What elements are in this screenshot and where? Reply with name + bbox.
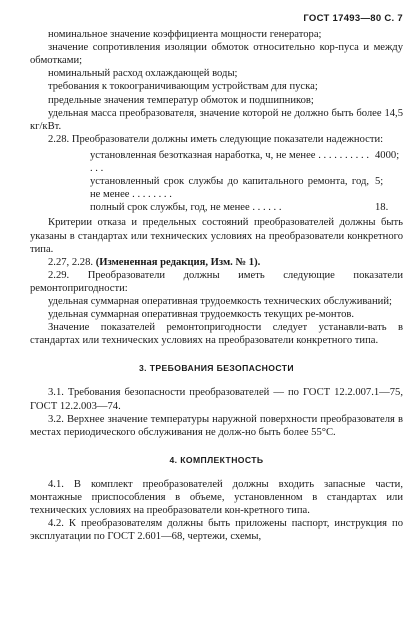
clause-4-1: 4.1. В комплект преобразователей должны входить запасные части, монтажные приспособления в объеме, установленном в стандартах или технических условиях на преобразователи кон-кретного типа. (30, 478, 403, 517)
list-line-cooling-water: номинальный расход охлаждающей воды; (48, 68, 238, 80)
dependability-row-full-life (90, 201, 403, 214)
section-title-safety: 3. ТРЕБОВАНИЯ БЕЗОПАСНОСТИ (138, 363, 294, 374)
page-header: ГОСТ 17493—80 С. 7 (303, 13, 403, 24)
list-line-insulation: значение сопротивления изоляции обмоток относительно кор-пуса и между обмотками; (30, 42, 403, 67)
clause-2-29: 2.29. Преобразователи должны иметь следующие показатели ремонтопригодности: (30, 269, 403, 294)
dependability-value: 4000; (375, 149, 400, 161)
dependability-value: 5; (375, 176, 384, 188)
amendment-note (30, 256, 403, 269)
clause-3-2: 3.2. Верхнее значение температуры наружной поверхности преобразователя в местах периодического обслуживания не долж-но быть более 55°С. (30, 413, 403, 438)
list-line-temperatures: предельные значения температур обмоток и подшипников; (48, 94, 314, 106)
dependability-row-mtbf (90, 149, 403, 175)
list-line-current-limiting: требования к токоограничивающим устройствам для пуска; (48, 81, 318, 93)
dependability-row-overhaul-life (90, 175, 403, 201)
dependability-label: установленный срок службы до капитального ремонта, год, не менее . . . . . . . . (90, 176, 369, 201)
list-line-power-factor: номинальное значение коэффициента мощности генератора; (48, 29, 322, 41)
clause-4-2: 4.2. К преобразователям должны быть приложены паспорт, инструкция по эксплуатации по ГОСТ 2.601—68, чертежи, схемы, (30, 518, 403, 543)
dependability-label: полный срок службы, год, не менее . . . . . . (90, 202, 282, 214)
paragraph-maintainability-values: Значение показателей ремонтопригодности следует устанавли-вать в стандартах или технических условиях на преобразователи конкретного типа. (30, 322, 403, 347)
dependability-label: установленная безотказная наработка, ч, не менее . . . . . . . . . . . . . (90, 149, 369, 175)
clause-2-28: 2.28. Преобразователи должны иметь следующие показатели надежности: (48, 133, 384, 145)
dependability-value: 18. (375, 202, 389, 214)
paragraph-repairs: удельная суммарная оперативная трудоемкость текущих ре-монтов. (48, 309, 355, 321)
paragraph-failure-criteria: Критерии отказа и предельных состояний преобразователей должны быть указаны в стандартах или технических условиях на преобразователи конкретного типа. (30, 217, 403, 255)
clause-3-1: 3.1. Требования безопасности преобразователей — по ГОСТ 12.2.007.1—75, ГОСТ 12.2.003—74. (30, 387, 403, 412)
section-title-completeness: 4. КОМПЛЕКТНОСТЬ (169, 454, 264, 465)
paragraph-maintenance: удельная суммарная оперативная трудоемкость технических обслуживаний; (48, 295, 392, 307)
list-line-specific-mass: удельная масса преобразователя, значение которой не должно быть более 14,5 кг/кВт. (30, 107, 403, 132)
amendment-text: (Измененная редакция, Изм. № 1). (95, 256, 261, 268)
amendment-clauses: 2.27, 2.28. (48, 256, 94, 268)
dependability-list (90, 149, 403, 214)
